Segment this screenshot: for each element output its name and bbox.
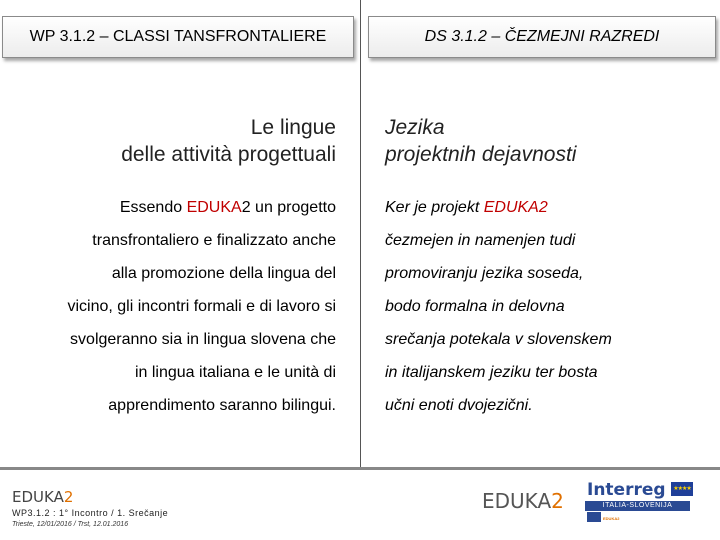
footer-brand-text: EDUKA xyxy=(12,488,64,506)
right-body-line xyxy=(385,195,715,228)
right-title-line-2: projektnih dejavnosti xyxy=(385,143,577,166)
left-title-line-2: delle attività progettuali xyxy=(121,143,336,166)
left-line1-prefix: Essendo xyxy=(119,199,187,216)
left-title-line-1: Le lingue xyxy=(250,116,336,139)
left-body-line xyxy=(0,195,336,228)
right-section-title xyxy=(385,114,705,168)
eu-flag-icon: ★★★★ xyxy=(671,482,693,496)
right-body-line: promoviranju jezika soseda, xyxy=(385,265,584,282)
left-line1-suffix: un progetto xyxy=(250,199,336,216)
left-body-line: apprendimento saranno bilingui. xyxy=(108,397,336,414)
center-brand-text: EDUKA xyxy=(482,489,552,513)
header-left-title xyxy=(2,16,354,58)
interreg-band: ITALIA-SLOVENIJA xyxy=(585,501,690,511)
left-body-line: vicino, gli incontri formali e di lavoro si xyxy=(67,298,336,315)
right-body-line: in italijanskem jeziku ter bosta xyxy=(385,364,598,381)
header-right-text: DS 3.1.2 – ČEZMEJNI RAZREDI xyxy=(424,28,660,45)
footer-subtitle: WP3.1.2 : 1° Incontro / 1. Srečanje xyxy=(12,508,169,518)
mini-brand: EDUKA2 xyxy=(603,516,620,521)
interreg-logo xyxy=(585,478,718,524)
left-body-line: alla promozione della lingua del xyxy=(111,265,336,282)
right-body-line: bodo formalna in delovna xyxy=(385,298,565,315)
right-body-line: učni enoti dvojezični. xyxy=(385,397,533,414)
footer-brand-num: 2 xyxy=(63,488,74,506)
left-body-line: transfrontaliero e finalizzato anche xyxy=(92,232,336,249)
right-title-line-1: Jezika xyxy=(385,116,445,139)
left-body-text xyxy=(0,195,336,426)
right-body-line: čezmejen in namenjen tudi xyxy=(385,232,576,249)
left-body-line: in lingua italiana e le unità di xyxy=(134,364,336,381)
header-right-title xyxy=(368,16,716,58)
interreg-wordmark: Interreg xyxy=(587,480,666,500)
center-brand-num: 2 xyxy=(551,489,564,513)
left-line1-brand: EDUKA xyxy=(186,199,242,216)
left-section-title xyxy=(0,114,336,168)
header-left-text: WP 3.1.2 – CLASSI TANSFRONTALIERE xyxy=(29,28,327,45)
footer-divider xyxy=(0,467,720,470)
left-body-line: svolgeranno sia in lingua slovena che xyxy=(70,331,336,348)
footer-date: Trieste, 12/01/2016 / Trst, 12.01.2016 xyxy=(12,521,129,528)
right-line1-brand: EDUKA2 xyxy=(483,199,548,216)
footer-brand-logo xyxy=(12,488,73,506)
right-body-text xyxy=(385,195,715,426)
left-line1-brand-num: 2 xyxy=(241,199,251,216)
vertical-divider xyxy=(360,0,361,467)
right-body-line: srečanja potekala v slovenskem xyxy=(385,331,612,348)
center-brand-logo xyxy=(482,489,564,513)
right-line1-prefix: Ker je projekt xyxy=(385,199,484,216)
mini-logo-icon xyxy=(587,512,601,522)
